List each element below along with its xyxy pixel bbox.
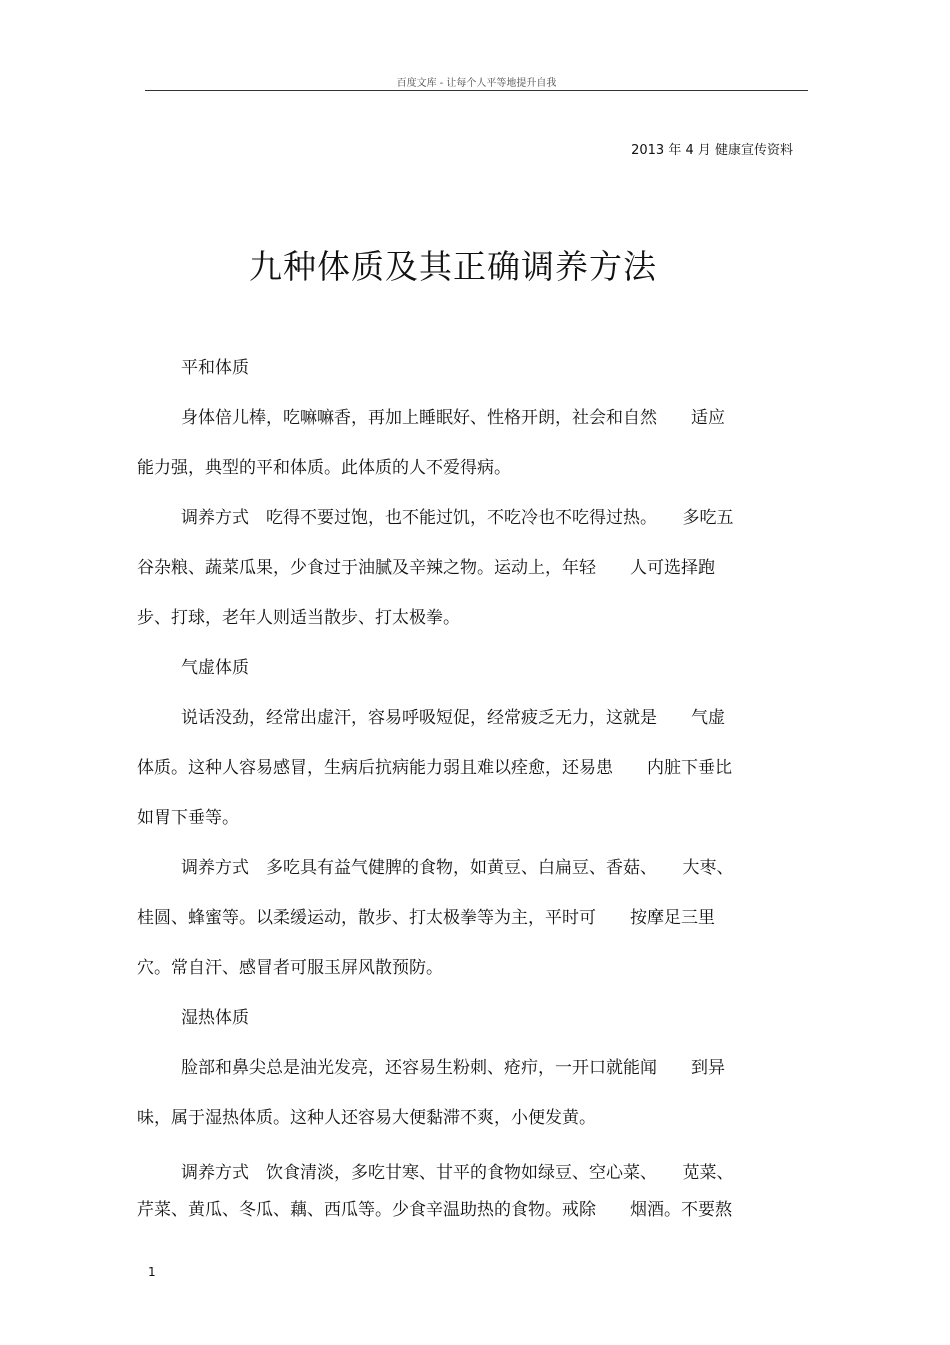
section-heading: 湿热体质 [181,1008,249,1028]
document-title: 九种体质及其正确调养方法 [249,247,657,286]
paragraph-line: 穴。常自汗、感冒者可服玉屏风散预防。 [137,958,443,978]
paragraph-line: 调养方式 吃得不要过饱，也不能过饥，不吃冷也不吃得过热。 多吃五 [181,508,734,528]
paragraph-line: 芹菜、黄瓜、冬瓜、藕、西瓜等。少食辛温助热的食物。戒除 烟酒。不要熬 [137,1200,732,1220]
paragraph-line: 能力强，典型的平和体质。此体质的人不爱得病。 [137,458,511,478]
page-header [145,70,808,91]
header-text: 百度文库 - 让每个人平等地提升自我 [396,78,557,89]
section-heading: 气虚体质 [181,658,249,678]
paragraph-line: 步、打球，老年人则适当散步、打太极拳。 [137,608,460,628]
page-number: 1 [148,1265,156,1279]
paragraph-line: 如胃下垂等。 [137,808,239,828]
paragraph-line: 说话没劲，经常出虚汗，容易呼吸短促，经常疲乏无力，这就是 气虚 [181,708,725,728]
paragraph-line: 调养方式 饮食清淡，多吃甘寒、甘平的食物如绿豆、空心菜、 苋菜、 [181,1163,734,1183]
paragraph-line: 体质。这种人容易感冒，生病后抗病能力弱且难以痊愈，还易患 内脏下垂比 [137,758,732,778]
paragraph-line: 味，属于湿热体质。这种人还容易大便黏滞不爽，小便发黄。 [137,1108,596,1128]
paragraph-line: 调养方式 多吃具有益气健脾的食物，如黄豆、白扁豆、香菇、 大枣、 [181,858,734,878]
paragraph-line: 身体倍儿棒，吃嘛嘛香，再加上睡眠好、性格开朗，社会和自然 适应 [181,408,725,428]
date-line: 2013 年 4 月 健康宣传资料 [631,143,793,158]
paragraph-line: 脸部和鼻尖总是油光发亮，还容易生粉刺、疮疖，一开口就能闻 到异 [181,1058,725,1078]
paragraph-line: 谷杂粮、蔬菜瓜果，少食过于油腻及辛辣之物。运动上，年轻 人可选择跑 [137,558,715,578]
paragraph-line: 桂圆、蜂蜜等。以柔缓运动，散步、打太极拳等为主，平时可 按摩足三里 [137,908,715,928]
section-heading: 平和体质 [181,358,249,378]
